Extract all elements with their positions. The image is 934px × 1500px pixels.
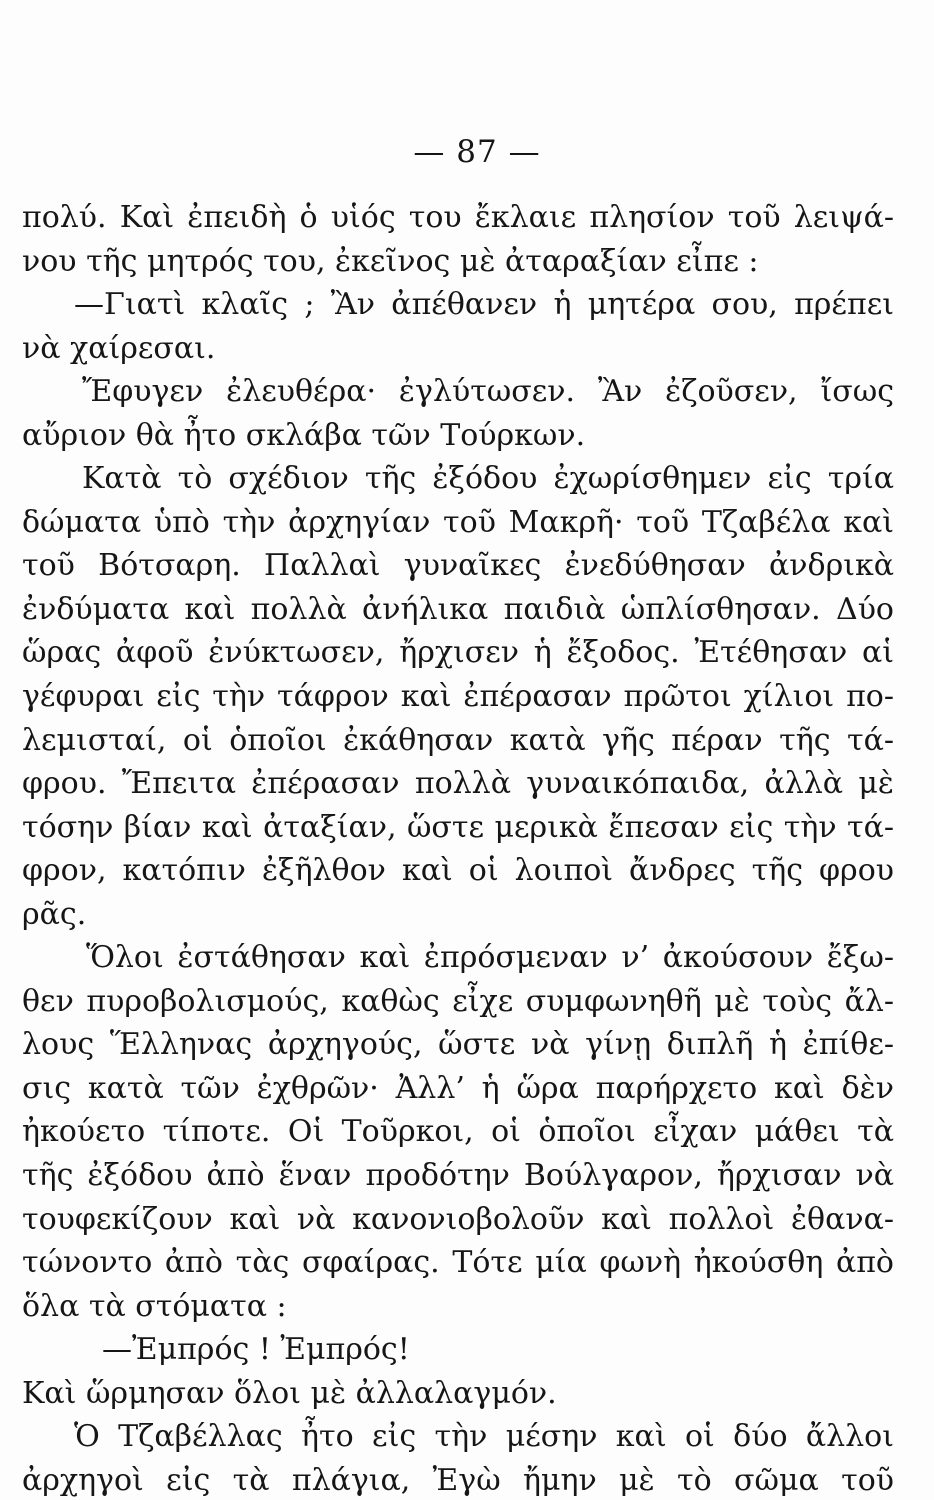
text-line: ὥρας ἀφοῦ ἐνύκτωσεν, ἤρχισεν ἡ ἔξοδος. Ἐτέθησαν αἱ [22,635,894,671]
text-line: Κατὰ τὸ σχέδιον τῆς ἐξόδου ἐχωρίσθημεν εἰς τρία [82,461,894,497]
text-line: Ὁ Τζαβέλλας ἦτο εἰς τὴν μέσην καὶ οἱ δύο ἄλλοι [74,1419,894,1455]
text-line: ὅλα τὰ στόματα : [22,1288,287,1324]
text-line: σις κατὰ τῶν ἐχθρῶν· Ἀλλ’ ἡ ὥρα παρήρχετο καὶ δὲν [22,1070,894,1106]
text-line: —Ἐμπρός ! Ἐμπρός! [102,1332,410,1368]
text-line: θεν πυροβολισμούς, καθὼς εἶχε συμφωνηθῆ μὲ τοὺς ἄλ- [22,983,894,1019]
text-line: τουφεκίζουν καὶ νὰ κανονιοβολοῦν καὶ πολλοὶ ἐθανα- [22,1201,894,1237]
text-line: Καὶ ὥρμησαν ὅλοι μὲ ἀλλαλαγμόν. [22,1375,557,1411]
text-line: ἐνδύματα καὶ πολλὰ ἀνήλικα παιδιὰ ὡπλίσθησαν. Δύο [22,591,894,627]
text-line: τώνοντο ἀπὸ τὰς σφαίρας. Τότε μία φωνὴ ἠκούσθη ἀπὸ [22,1245,894,1281]
body-text [22,196,894,1500]
text-line: ἀρχηγοὶ εἰς τὰ πλάγια, Ἐγὼ ἤμην μὲ τὸ σῶμα τοῦ [22,1462,894,1498]
text-line: νὰ χαίρεσαι. [22,330,216,366]
text-line: αὔριον θὰ ἦτο σκλάβα τῶν Τούρκων. [22,417,586,453]
text-line: ἠκούετο τίποτε. Οἱ Τοῦρκοι, οἱ ὁποῖοι εἶχαν μάθει τὰ [22,1114,894,1150]
text-line: φρου. Ἔπειτα ἐπέρασαν πολλὰ γυναικόπαιδα, ἀλλὰ μὲ [22,766,894,802]
text-line: λους Ἕλληνας ἀρχηγούς, ὥστε νὰ γίνῃ διπλῆ ἡ ἐπίθε- [22,1027,894,1063]
text-line: νου τῆς μητρός του, ἐκεῖνος μὲ ἀταραξίαν εἶπε : [22,243,759,279]
page-number: — 87 — [413,134,541,170]
text-line: —Γιατὶ κλαῖς ; Ἂν ἀπέθανεν ἡ μητέρα σου, πρέπει [74,287,894,323]
text-line: Ὅλοι ἐστάθησαν καὶ ἐπρόσμεναν ν’ ἀκούσουν ἔξω- [86,940,894,976]
text-line: λεμισταί, οἱ ὁποῖοι ἐκάθησαν κατὰ γῆς πέραν τῆς τά- [22,722,894,758]
text-line: Ἔφυγεν ἐλευθέρα· ἐγλύτωσεν. Ἂν ἐζοῦσεν, ἴσως [82,374,894,410]
text-line: τῆς ἐξόδου ἀπὸ ἕναν προδότην Βούλγαρον, ἤρχισαν νὰ [22,1158,894,1194]
text-line: τοῦ Βότσαρη. Παλλαὶ γυναῖκες ἐνεδύθησαν ἀνδρικὰ [22,548,894,584]
text-line: τόσην βίαν καὶ ἀταξίαν, ὥστε μερικὰ ἔπεσαν εἰς τὴν τά- [22,809,894,845]
text-line: πολύ. Καὶ ἐπειδὴ ὁ υἱός του ἔκλαιε πλησίον τοῦ λειψά- [22,200,894,235]
text-line: δώματα ὑπὸ τὴν ἀρχηγίαν τοῦ Μακρῆ· τοῦ Τζαβέλα καὶ [22,504,894,540]
text-line: γέφυραι εἰς τὴν τάφρον καὶ ἐπέρασαν πρῶτοι χίλιοι πο- [22,679,894,715]
text-line: φρον, κατόπιν ἐξῆλθον καὶ οἱ λοιποὶ ἄνδρες τῆς φρου [22,853,894,889]
text-line: ρᾶς. [22,896,87,932]
